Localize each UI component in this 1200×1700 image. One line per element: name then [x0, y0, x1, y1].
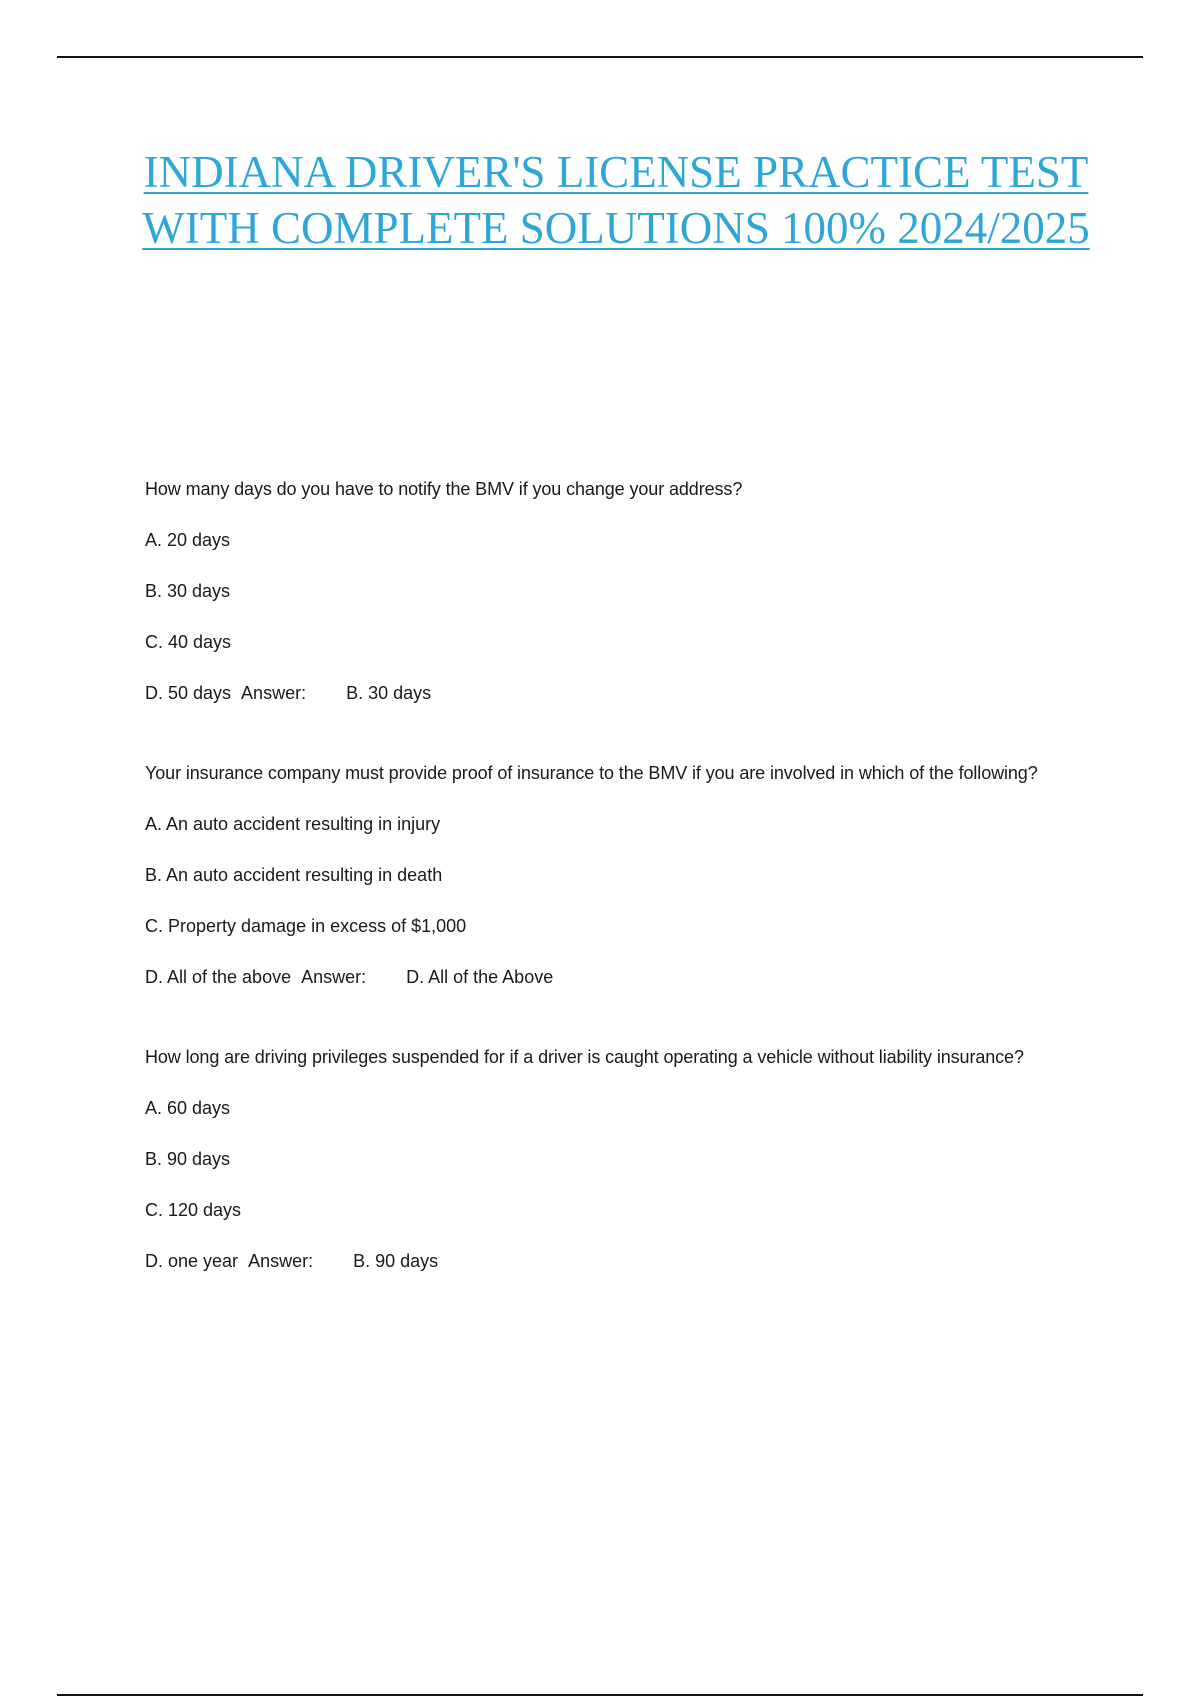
question-block-1	[145, 474, 1095, 708]
option-c: C. 120 days	[145, 1200, 242, 1220]
answer-value: B. 90 days	[353, 1251, 439, 1271]
question-list	[145, 474, 1095, 1326]
question-block-2	[145, 758, 1095, 992]
option-c: C. Property damage in excess of $1,000	[145, 916, 467, 936]
answer-value: D. All of the Above	[406, 967, 554, 987]
option-b: B. 30 days	[145, 581, 231, 601]
question-text: Your insurance company must provide proof of insurance to the BMV if you are involved in which of the following?	[145, 763, 1038, 783]
option-d-with-answer	[145, 962, 1095, 992]
answer-value: B. 30 days	[346, 683, 432, 703]
option-a: A. An auto accident resulting in injury	[145, 814, 441, 834]
option-b: B. 90 days	[145, 1149, 231, 1169]
answer-label: Answer:	[248, 1251, 314, 1271]
option-d: D. All of the above	[145, 967, 292, 987]
document-title: INDIANA DRIVER'S LICENSE PRACTICE TEST WITH COMPLETE SOLUTIONS 100% 2024/2025	[142, 147, 1090, 253]
option-d: D. one year	[145, 1251, 239, 1271]
top-rule	[57, 56, 1143, 58]
option-a: A. 20 days	[145, 530, 231, 550]
option-a: A. 60 days	[145, 1098, 231, 1118]
question-text: How many days do you have to notify the BMV if you change your address?	[145, 479, 743, 499]
question-block-3	[145, 1042, 1095, 1276]
answer-label: Answer:	[241, 683, 307, 703]
question-text: How long are driving privileges suspended for if a driver is caught operating a vehicle without liability insurance?	[145, 1047, 1024, 1067]
answer-label: Answer:	[301, 967, 367, 987]
option-d: D. 50 days	[145, 683, 232, 703]
option-b: B. An auto accident resulting in death	[145, 865, 443, 885]
option-d-with-answer	[145, 1246, 1095, 1276]
option-d-with-answer	[145, 678, 1095, 708]
option-c: C. 40 days	[145, 632, 232, 652]
bottom-rule	[57, 1694, 1143, 1696]
